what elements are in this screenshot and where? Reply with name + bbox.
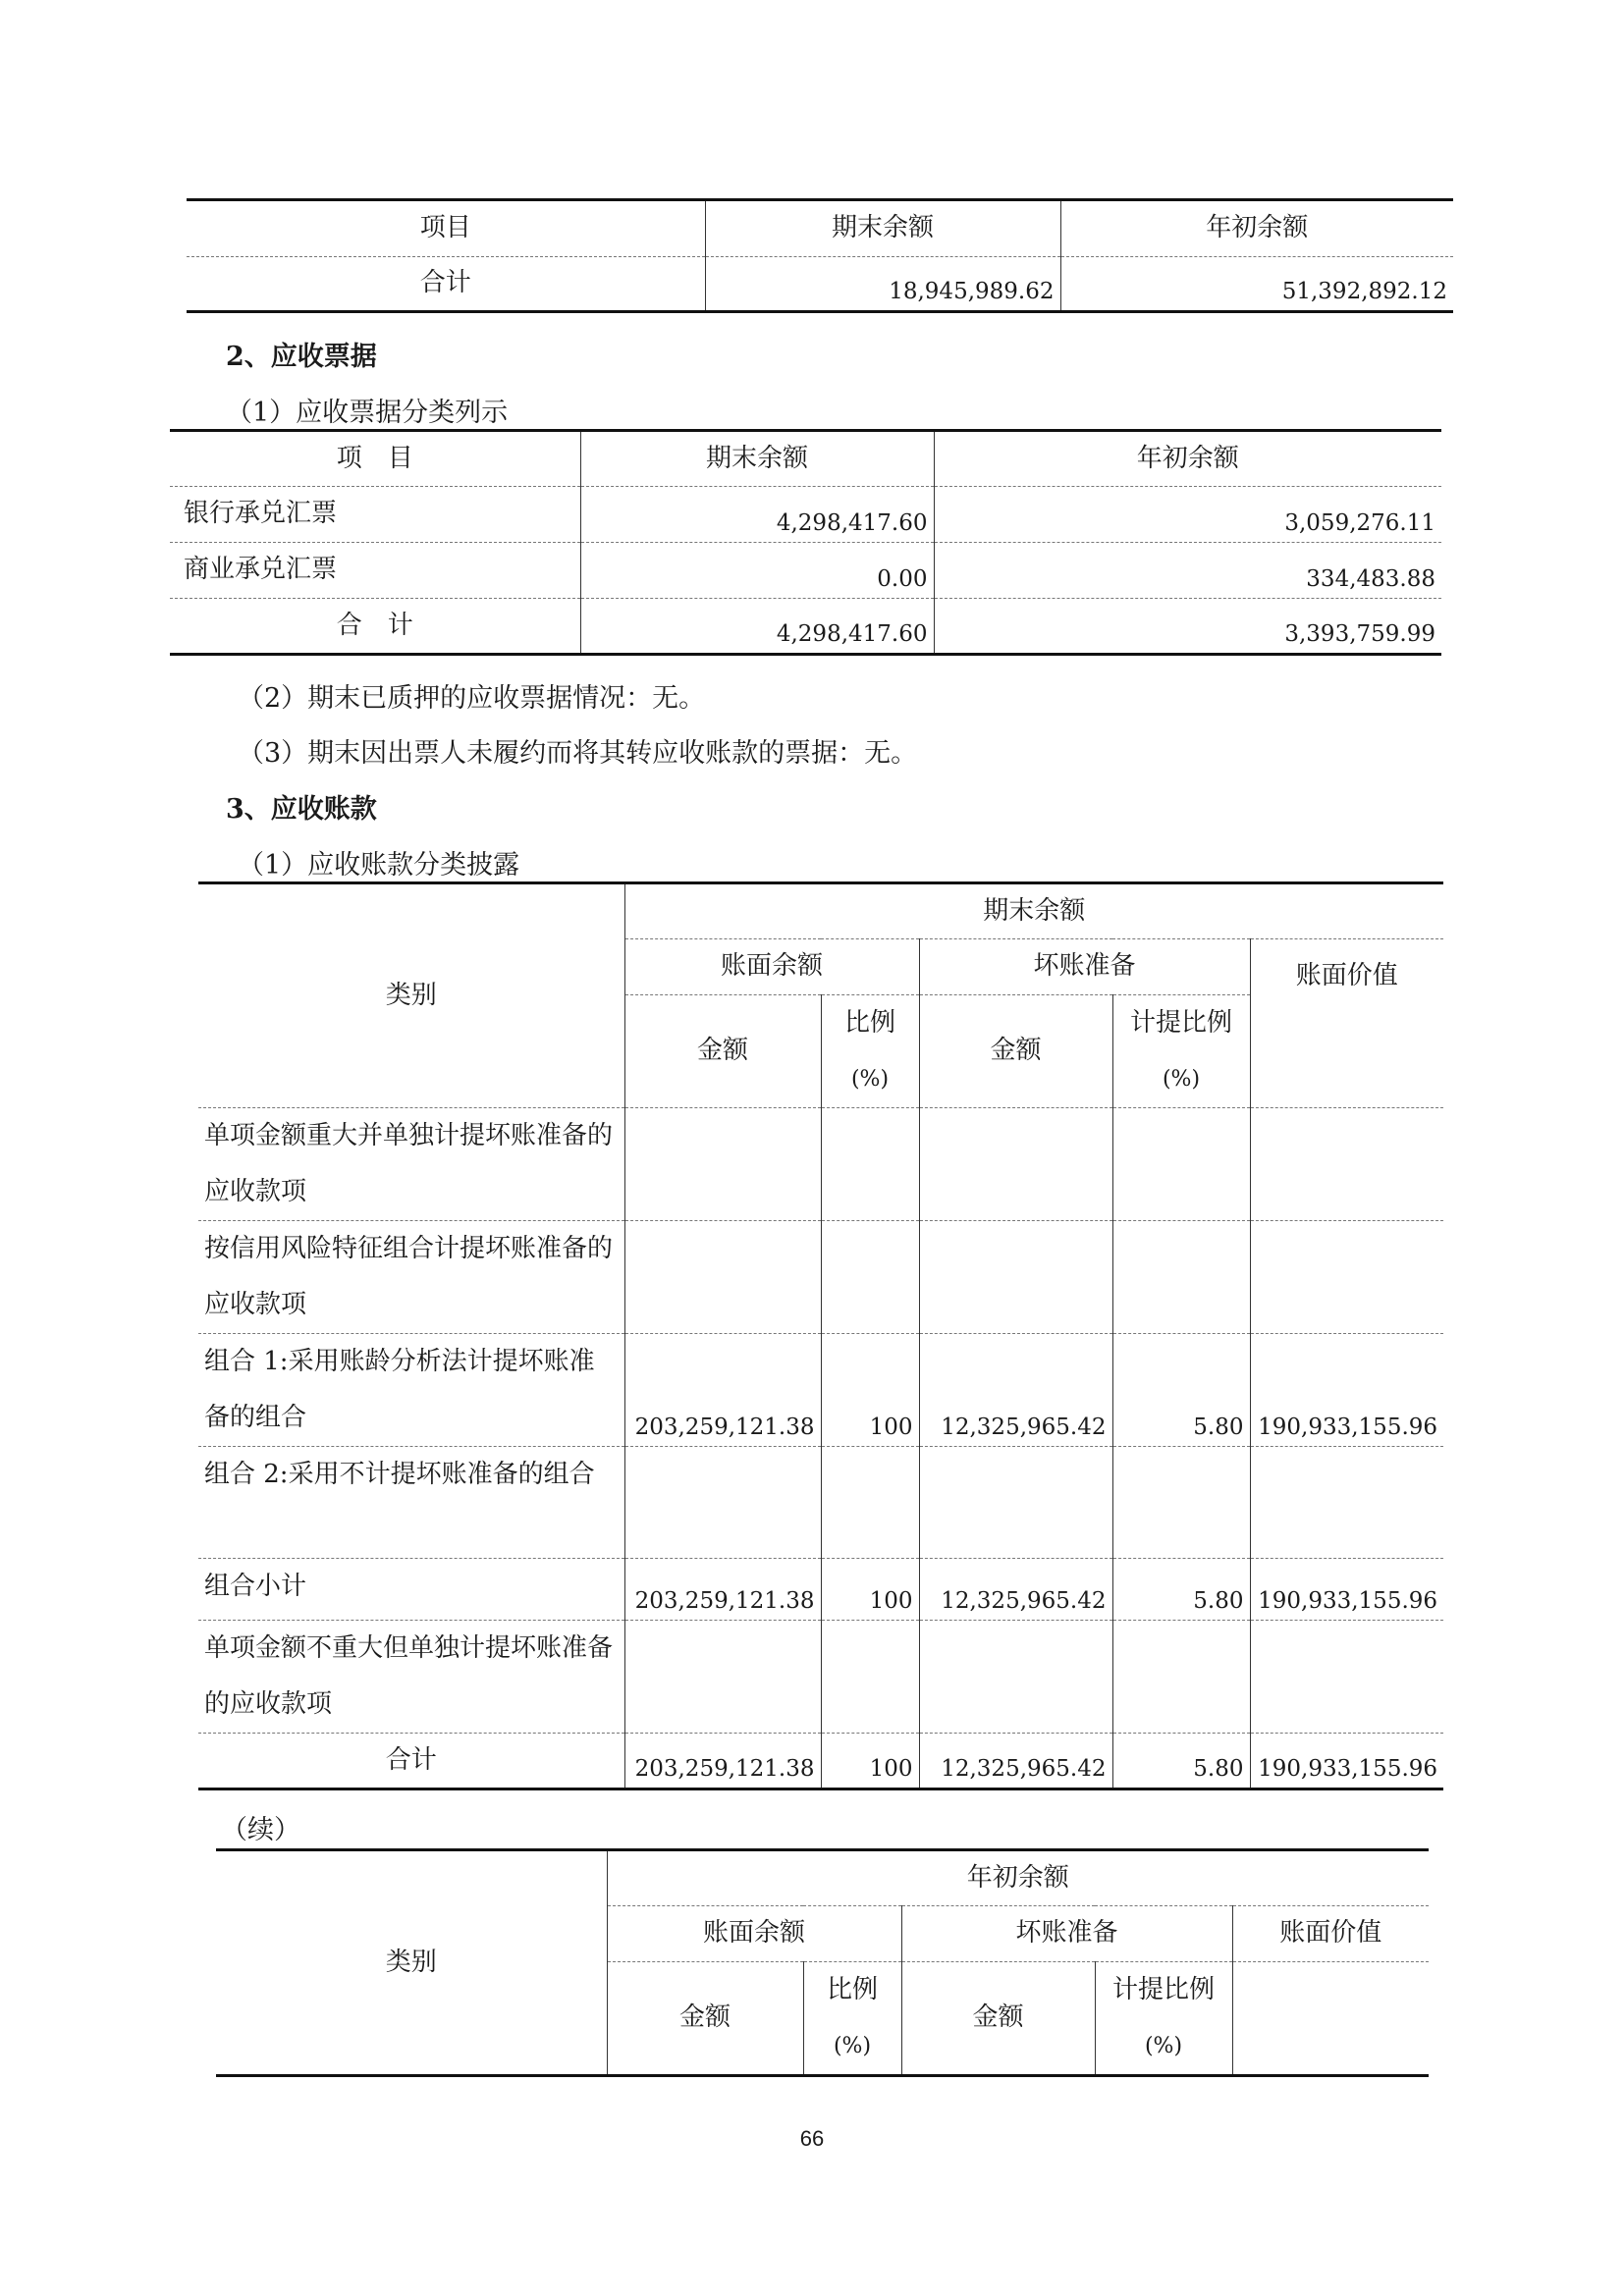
header-bad-amount: 金额 (919, 995, 1112, 1108)
ratio: 100 (821, 1559, 919, 1621)
header-ratio: 比例 (%) (803, 1962, 901, 2076)
table-total-row (170, 599, 1441, 655)
table-accounts-receivable-continued (216, 1848, 1429, 2077)
header-item: 项 目 (170, 431, 580, 487)
header-item: 项目 (187, 200, 705, 257)
amount: 203,259,121.38 (624, 1559, 821, 1621)
header-bad-debt: 坏账准备 (919, 939, 1250, 995)
table-row (198, 1559, 1443, 1621)
row-label: 单项金额重大并单独计提坏账准备的应收款项 (198, 1108, 624, 1221)
bad-debt (919, 1621, 1112, 1734)
book-value (1250, 1108, 1443, 1221)
table-total-row (198, 1734, 1443, 1789)
amount: 203,259,121.38 (624, 1334, 821, 1447)
table-row (198, 1108, 1443, 1221)
row-label: 组合 2:采用不计提坏账准备的组合 (198, 1447, 624, 1559)
page-number: 66 (799, 2126, 825, 2151)
section-2-title: 2、应收票据 (226, 342, 377, 372)
header-amount: 金额 (624, 995, 821, 1108)
row-label: 组合 1:采用账龄分析法计提坏账准备的组合 (198, 1334, 624, 1447)
header-begin-balance: 年初余额 (934, 431, 1441, 487)
continued-label: （续） (221, 1815, 300, 1845)
row-label: 合 计 (336, 610, 413, 640)
header-ratio: 比例 (%) (821, 995, 919, 1108)
header-begin-balance: 年初余额 (607, 1850, 1429, 1906)
table-row (198, 1621, 1443, 1734)
bad-debt (919, 1221, 1112, 1334)
ratio (821, 1447, 919, 1559)
row-label: 商业承兑汇票 (170, 543, 580, 599)
row-label: 合计 (419, 268, 471, 298)
book-value: 190,933,155.96 (1250, 1734, 1443, 1789)
bad-debt: 12,325,965.42 (919, 1559, 1112, 1621)
header-bad-amount: 金额 (901, 1962, 1095, 2076)
book-value: 190,933,155.96 (1250, 1559, 1443, 1621)
table-row (170, 487, 1441, 543)
row-label: 组合小计 (198, 1559, 624, 1621)
table-header-row (187, 200, 1453, 257)
end-balance: 4,298,417.60 (580, 599, 934, 655)
bad-ratio (1112, 1621, 1250, 1734)
bad-debt (919, 1108, 1112, 1221)
begin-balance: 3,059,276.11 (934, 487, 1441, 543)
bad-ratio: 5.80 (1112, 1334, 1250, 1447)
table-row (198, 1221, 1443, 1334)
book-value (1250, 1221, 1443, 1334)
header-provision-ratio: 计提比例 (%) (1112, 995, 1250, 1108)
header-book-value: 账面价值 (1232, 1906, 1429, 1962)
table-carryover (187, 198, 1453, 313)
end-balance: 18,945,989.62 (705, 257, 1060, 312)
row-label: 按信用风险特征组合计提坏账准备的应收款项 (198, 1221, 624, 1334)
table-accounts-receivable (198, 881, 1443, 1790)
amount (624, 1108, 821, 1221)
section-3-title: 3、应收账款 (226, 794, 377, 825)
table-notes-receivable (170, 429, 1441, 656)
header-book-balance: 账面余额 (607, 1906, 901, 1962)
bad-ratio (1112, 1108, 1250, 1221)
amount (624, 1447, 821, 1559)
end-balance: 0.00 (580, 543, 934, 599)
row-label: 银行承兑汇票 (170, 487, 580, 543)
amount (624, 1221, 821, 1334)
amount: 203,259,121.38 (624, 1734, 821, 1789)
header-bad-debt: 坏账准备 (901, 1906, 1232, 1962)
bad-ratio: 5.80 (1112, 1734, 1250, 1789)
bad-ratio (1112, 1447, 1250, 1559)
note-transferred: （3）期末因出票人未履约而将其转应收账款的票据：无。 (238, 738, 918, 769)
empty-cell (1232, 1962, 1429, 2076)
header-book-value: 账面价值 (1250, 939, 1443, 1108)
book-value: 190,933,155.96 (1250, 1334, 1443, 1447)
end-balance: 4,298,417.60 (580, 487, 934, 543)
row-label: 合计 (385, 1744, 437, 1775)
header-begin-balance: 年初余额 (1060, 200, 1453, 257)
begin-balance: 51,392,892.12 (1060, 257, 1453, 312)
header-end-balance: 期末余额 (580, 431, 934, 487)
book-value (1250, 1621, 1443, 1734)
begin-balance: 334,483.88 (934, 543, 1441, 599)
table-row (187, 257, 1453, 312)
bad-debt: 12,325,965.42 (919, 1734, 1112, 1789)
bad-ratio: 5.80 (1112, 1559, 1250, 1621)
header-end-balance: 期末余额 (705, 200, 1060, 257)
header-category: 类别 (198, 883, 624, 1108)
note-pledged: （2）期末已质押的应收票据情况：无。 (238, 683, 706, 714)
row-label: 单项金额不重大但单独计提坏账准备的应收款项 (198, 1621, 624, 1734)
header-end-balance: 期末余额 (624, 883, 1443, 939)
ratio: 100 (821, 1334, 919, 1447)
ratio (821, 1621, 919, 1734)
table-header-row (170, 431, 1441, 487)
bad-debt (919, 1447, 1112, 1559)
section-2-subtitle: （1）应收票据分类列示 (226, 398, 509, 428)
begin-balance: 3,393,759.99 (934, 599, 1441, 655)
section-3-subtitle: （1）应收账款分类披露 (238, 850, 520, 881)
header-provision-ratio: 计提比例 (%) (1095, 1962, 1232, 2076)
header-category: 类别 (385, 1947, 437, 1977)
bad-debt: 12,325,965.42 (919, 1334, 1112, 1447)
bad-ratio (1112, 1221, 1250, 1334)
header-book-balance: 账面余额 (624, 939, 919, 995)
table-row (198, 1334, 1443, 1447)
table-row (170, 543, 1441, 599)
book-value (1250, 1447, 1443, 1559)
ratio (821, 1108, 919, 1221)
table-row (198, 1447, 1443, 1559)
amount (624, 1621, 821, 1734)
ratio: 100 (821, 1734, 919, 1789)
header-amount: 金额 (607, 1962, 803, 2076)
ratio (821, 1221, 919, 1334)
